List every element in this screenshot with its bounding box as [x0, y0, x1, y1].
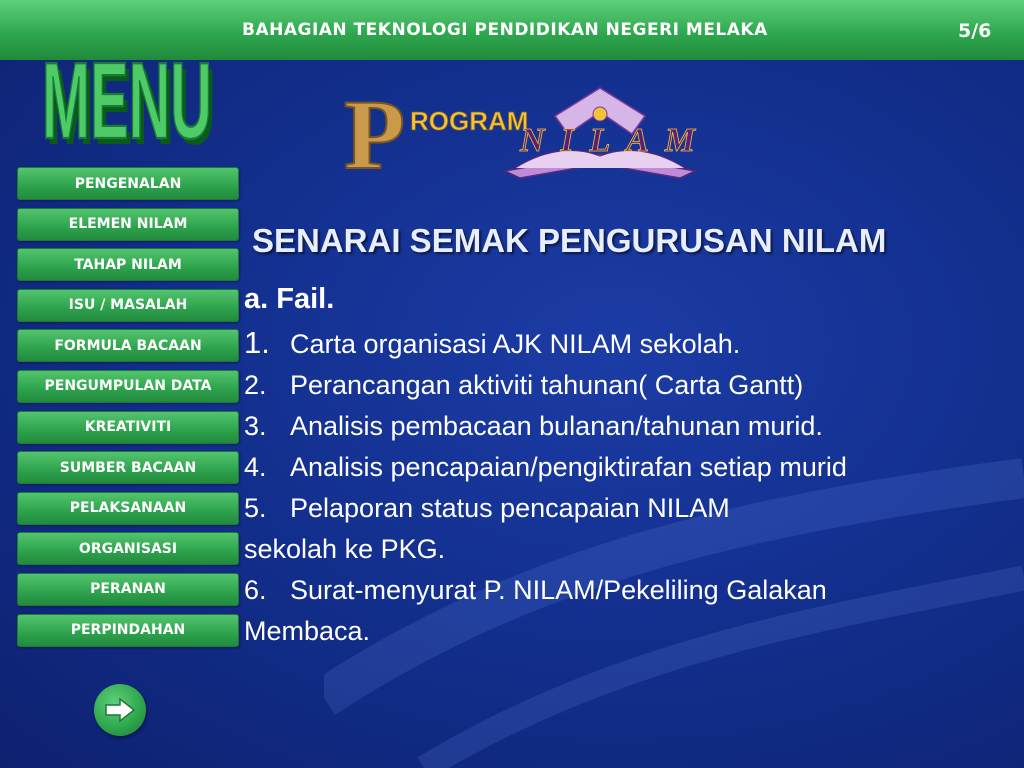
program-text: ROGRAM [410, 106, 529, 136]
item-text: Analisis pencapaian/pengiktirafan setiap murid [290, 452, 847, 482]
menu-item-elemen-nilam[interactable]: ELEMEN NILAM [17, 208, 239, 241]
list-item [244, 406, 1014, 447]
menu-item-tahap-nilam[interactable]: TAHAP NILAM [17, 248, 239, 281]
nilam-text: NILAM [520, 122, 695, 159]
page-title: SENARAI SEMAK PENGURUSAN NILAM [252, 222, 887, 259]
list-item [244, 365, 1014, 406]
item-number: 2. [244, 370, 267, 400]
menu-item-organisasi[interactable]: ORGANISASI [17, 532, 239, 565]
menu-logo-shadow: MENU [46, 46, 216, 150]
list-item [244, 570, 1014, 611]
program-letter-p: P [344, 79, 406, 186]
menu-item-kreativiti[interactable]: KREATIVITI [17, 411, 239, 444]
menu-item-perpindahan[interactable]: PERPINDAHAN [17, 614, 239, 647]
program-nilam-logo [340, 76, 770, 186]
menu-item-pelaksanaan[interactable]: PELAKSANAAN [17, 492, 239, 525]
menu-logo-text: MENU [42, 40, 212, 150]
list-item [244, 447, 1014, 488]
item-text: Analisis pembacaan bulanan/tahunan murid. [290, 411, 823, 441]
item-number: 3. [244, 411, 267, 441]
item-number: 5. [244, 493, 267, 523]
arrow-right-icon [105, 698, 135, 722]
list-item-continuation: sekolah ke PKG. [244, 534, 446, 564]
menu-item-sumber-bacaan[interactable]: SUMBER BACAAN [17, 451, 239, 484]
list-item [244, 322, 1014, 365]
menu-logo [40, 20, 220, 150]
item-text: Carta organisasi AJK NILAM sekolah. [290, 329, 741, 359]
next-slide-button[interactable] [94, 684, 146, 736]
section-label: a. Fail. [244, 283, 335, 315]
menu-item-pengenalan[interactable]: PENGENALAN [17, 167, 239, 200]
list-item-continuation: Membaca. [244, 616, 371, 646]
item-text: Perancangan aktiviti tahunan( Carta Gantt) [290, 370, 804, 400]
list-item [244, 488, 1014, 529]
side-menu [17, 167, 239, 654]
item-number: 4. [244, 452, 267, 482]
item-number: 6. [244, 575, 267, 605]
checklist [244, 283, 1014, 652]
item-number: 1. [244, 325, 270, 360]
menu-item-peranan[interactable]: PERANAN [17, 573, 239, 606]
item-text: Pelaporan status pencapaian NILAM [290, 493, 730, 523]
menu-item-formula-bacaan[interactable]: FORMULA BACAAN [17, 329, 239, 362]
header-title: BAHAGIAN TEKNOLOGI PENDIDIKAN NEGERI MELAKA [242, 20, 768, 40]
item-text: Surat-menyurat P. NILAM/Pekeliling Galakan [290, 575, 827, 605]
slide-number: 5/6 [958, 20, 992, 42]
menu-item-pengumpulan-data[interactable]: PENGUMPULAN DATA [17, 370, 239, 403]
menu-item-isu-masalah[interactable]: ISU / MASALAH [17, 289, 239, 322]
